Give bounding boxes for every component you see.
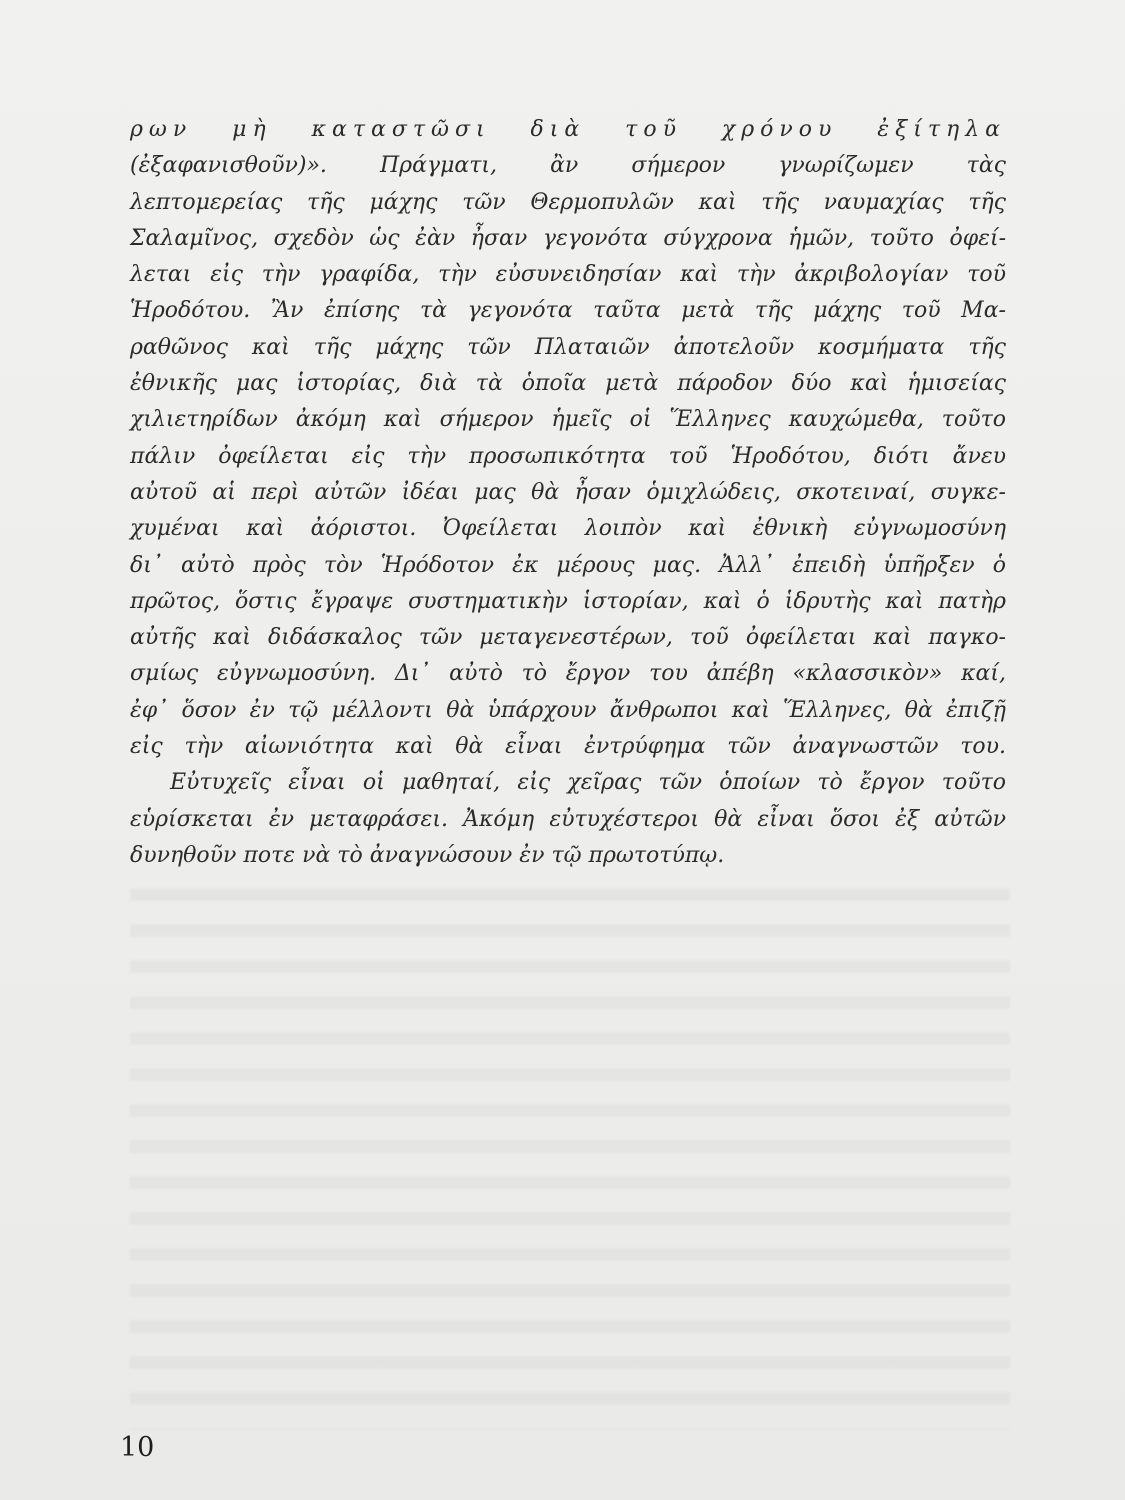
text-line: λεπτομερείας τῆς μάχης τῶν Θερμοπυλῶν καὶ τῆς ναυμαχίας τῆς <box>130 189 1006 215</box>
text-line: χιλιετηρίδων ἀκόμη καὶ σήμερον ἡμεῖς οἱ Ἕλληνες καυχώμεθα, τοῦτο <box>130 407 1006 433</box>
text-line: Σαλαμῖνος, σχεδὸν ὡς ἐὰν ἦσαν γεγονότα σύγχρονα ἡμῶν, τοῦτο ὀφεί- <box>130 225 1006 251</box>
text-line: Εὐτυχεῖς εἶναι οἱ μαθηταί, εἰς χεῖρας τῶν ὁποίων τὸ ἔργον τοῦτο <box>170 770 1006 796</box>
text-line: ραθῶνος καὶ τῆς μάχης τῶν Πλαταιῶν ἀποτελοῦν κοσμήματα τῆς <box>130 334 1006 360</box>
text-line: ρων μὴ καταστῶσι διὰ τοῦ χρόνου ἐξίτηλα <box>130 117 1006 142</box>
text-line: εὑρίσκεται ἐν μεταφράσει. Ἀκόμη εὐτυχέστεροι θὰ εἶναι ὅσοι ἐξ αὐτῶν <box>130 806 1006 832</box>
text-line: σμίως εὐγνωμοσύνη. Δι᾽ αὐτὸ τὸ ἔργον του ἀπέβη «κλασσικὸν» καί, <box>130 661 1006 687</box>
text-line: λεται εἰς τὴν γραφίδα, τὴν εὐσυνειδησίαν καὶ τὴν ἀκριβολογίαν τοῦ <box>130 262 1006 288</box>
bleed-through-text <box>130 870 1010 1430</box>
text-line: δυνηθοῦν ποτε νὰ τὸ ἀναγνώσουν ἐν τῷ πρωτοτύπῳ. <box>130 842 725 868</box>
text-line: δι᾽ αὐτὸ πρὸς τὸν Ἡρόδοτον ἐκ μέρους μας. Ἀλλ᾽ ἐπειδὴ ὑπῆρξεν ὁ <box>130 552 1006 578</box>
text-line: αὐτοῦ αἱ περὶ αὐτῶν ἰδέαι μας θὰ ἦσαν ὁμιχλώδεις, σκοτειναί, συγκε- <box>130 479 1006 505</box>
text-line: (ἐξαφανισθοῦν)». Πράγματι, ἂν σήμερον γνωρίζωμεν τὰς <box>130 153 1006 179</box>
text-line: πρῶτος, ὅστις ἔγραψε συστηματικὴν ἱστορίαν, καὶ ὁ ἱδρυτὴς καὶ πατὴρ <box>130 588 1006 614</box>
text-line: Ἡροδότου. Ἂν ἐπίσης τὰ γεγονότα ταῦτα μετὰ τῆς μάχης τοῦ Μα- <box>130 298 1006 324</box>
text-line: εἰς τὴν αἰωνιότητα καὶ θὰ εἶναι ἐντρύφημα τῶν ἀναγνωστῶν του. <box>130 734 1006 760</box>
text-line: αὐτῆς καὶ διδάσκαλος τῶν μεταγενεστέρων, τοῦ ὀφείλεται καὶ παγκο- <box>130 625 1006 651</box>
text-line: ἐφ᾽ ὅσον ἐν τῷ μέλλοντι θὰ ὑπάρχουν ἄνθρωποι καὶ Ἕλληνες, θὰ ἐπιζῇ <box>130 697 1006 723</box>
body-text <box>130 112 1006 874</box>
text-line: ἐθνικῆς μας ἱστορίας, διὰ τὰ ὁποῖα μετὰ πάροδον δύο καὶ ἡμισείας <box>130 371 1006 397</box>
text-line: πάλιν ὀφείλεται εἰς τὴν προσωπικότητα τοῦ Ἡροδότου, διότι ἄνευ <box>130 443 1006 469</box>
text-line: χυμέναι καὶ ἀόριστοι. Ὀφείλεται λοιπὸν καὶ ἐθνικὴ εὐγνωμοσύνη <box>130 516 1006 542</box>
page-number: 10 <box>120 1432 155 1463</box>
